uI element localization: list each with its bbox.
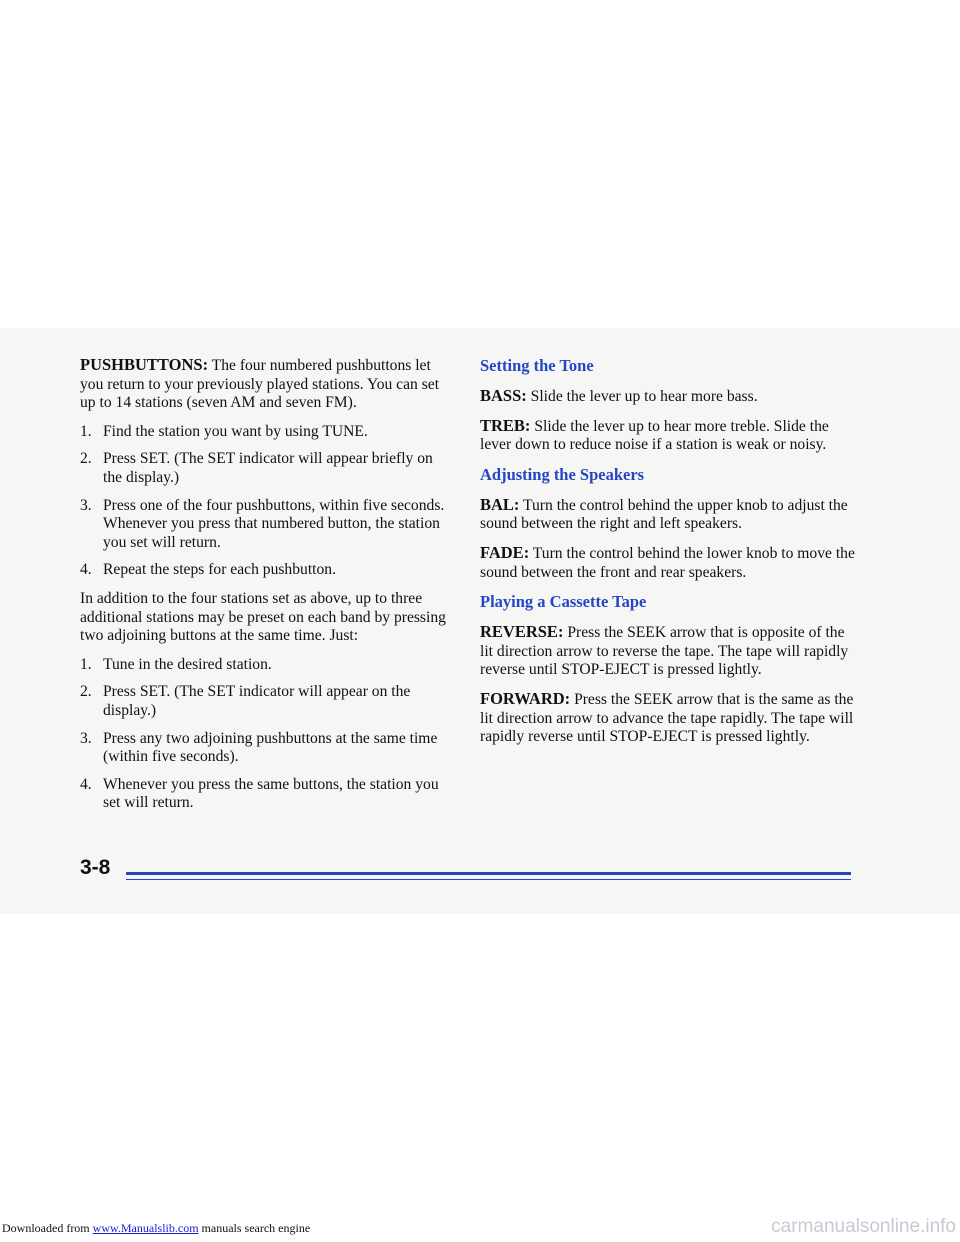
- reverse-text: Press the SEEK arrow that is opposite of the lit direction arrow to reverse the tape. The tape will rapidly reverse until STOP-EJECT is pressed lightly.: [480, 624, 849, 679]
- bal-text: Turn the control behind the upper knob to adjust the sound between the right and left speakers.: [480, 496, 848, 533]
- setting-tone-heading: Setting the Tone: [480, 356, 594, 375]
- forward-lead: FORWARD:: [480, 688, 571, 708]
- step-number: 1.: [80, 655, 92, 673]
- page-number: 3-8: [80, 856, 111, 879]
- right-column: [480, 356, 855, 757]
- list-item: [80, 497, 452, 553]
- step-text: Whenever you press the same buttons, the station you set will return.: [103, 775, 439, 812]
- fade-lead: FADE:: [480, 542, 530, 562]
- step-number: 3.: [80, 496, 92, 514]
- list-item: [80, 683, 452, 720]
- watermark: carmanualsonline.info: [771, 1216, 956, 1237]
- bal-lead: BAL:: [480, 494, 520, 514]
- reverse-lead: REVERSE:: [480, 622, 564, 642]
- steps-list-a: [80, 423, 452, 580]
- step-number: 2.: [80, 683, 92, 701]
- download-prefix: Downloaded from: [2, 1221, 93, 1235]
- steps-list-b: [80, 656, 452, 813]
- adjusting-speakers-heading: Adjusting the Speakers: [480, 464, 645, 484]
- step-text: Tune in the desired station.: [103, 655, 272, 673]
- footer-rule-thin: [126, 879, 851, 880]
- list-item: [80, 561, 452, 580]
- list-item: [80, 776, 452, 813]
- addition-paragraph: In addition to the four stations set as above, up to three additional stations may be preset on each band by pressing two adjoining buttons at the same time. Just:: [80, 589, 446, 645]
- manual-page: [0, 328, 960, 914]
- bass-lead: BASS:: [480, 386, 527, 405]
- treb-text: Slide the lever up to hear more treble. Slide the lever down to reduce noise if a station is weak or noisy.: [480, 417, 829, 454]
- bal-paragraph: [480, 496, 855, 534]
- pushbuttons-lead: PUSHBUTTONS:: [80, 355, 209, 374]
- step-text: Repeat the steps for each pushbutton.: [103, 561, 336, 579]
- pushbuttons-text: The four numbered pushbuttons let you return to your previously played stations. You can set up to 14 stations (seven AM and seven FM).: [80, 357, 440, 412]
- fade-paragraph: [480, 544, 855, 582]
- treb-lead: TREB:: [480, 415, 531, 435]
- step-number: 1.: [80, 422, 92, 440]
- step-number: 3.: [80, 729, 92, 747]
- footer-rule: [126, 872, 851, 875]
- list-item: [80, 450, 452, 487]
- reverse-paragraph: [480, 623, 855, 680]
- fade-text: Turn the control behind the lower knob to move the sound between the front and rear speakers.: [480, 544, 855, 581]
- forward-text: Press the SEEK arrow that is the same as the lit direction arrow to advance the tape rapidly. The tape will rapidly reverse until STOP-EJECT is pressed lightly.: [480, 690, 854, 746]
- list-item: [80, 656, 452, 675]
- step-number: 4.: [80, 561, 92, 579]
- step-text: Press any two adjoining pushbuttons at the same time (within five seconds).: [103, 729, 438, 766]
- step-number: 4.: [80, 775, 92, 793]
- left-column: [80, 356, 452, 823]
- step-number: 2.: [80, 450, 92, 468]
- manualslib-link[interactable]: www.Manualslib.com: [92, 1221, 199, 1235]
- list-item: [80, 423, 452, 442]
- step-text: Press one of the four pushbuttons, within five seconds. Whenever you press that numbered button, the station you set will return.: [103, 496, 445, 551]
- download-source-bar: [2, 1220, 310, 1236]
- step-text: Find the station you want by using TUNE.: [103, 422, 368, 440]
- pushbuttons-paragraph: [80, 356, 452, 413]
- bass-paragraph: [480, 387, 855, 407]
- download-suffix: manuals search engine: [198, 1221, 311, 1235]
- list-item: [80, 730, 452, 767]
- treb-paragraph: [480, 417, 855, 455]
- step-text: Press SET. (The SET indicator will appear on the display.): [103, 683, 411, 719]
- forward-paragraph: [480, 690, 855, 747]
- step-text: Press SET. (The SET indicator will appear briefly on the display.): [103, 450, 433, 486]
- cassette-heading: Playing a Cassette Tape: [480, 592, 647, 612]
- bass-text: Slide the lever up to hear more bass.: [526, 388, 758, 405]
